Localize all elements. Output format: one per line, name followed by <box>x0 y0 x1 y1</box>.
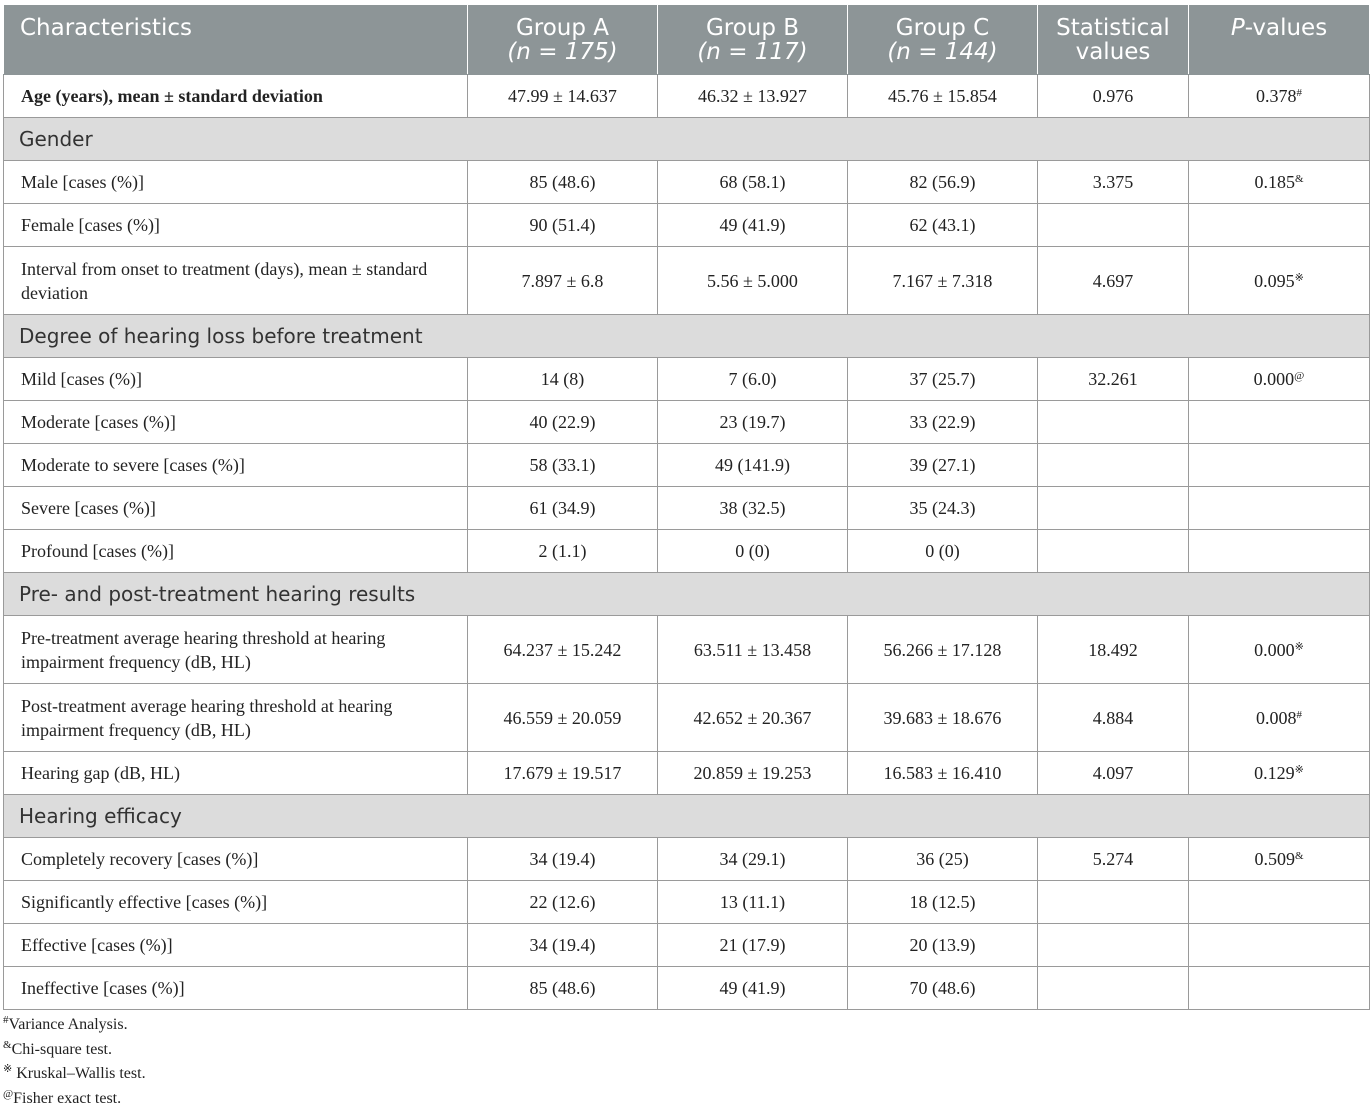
cell-statistical-value <box>1038 530 1189 573</box>
table-row <box>4 530 1370 573</box>
cell-p-value <box>1189 838 1370 881</box>
cell-p-value <box>1189 752 1370 795</box>
cell-statistical-value: 4.697 <box>1038 247 1189 315</box>
table-row <box>4 752 1370 795</box>
cell-statistical-value <box>1038 924 1189 967</box>
cell-p-value <box>1189 684 1370 752</box>
footnote-text: Fisher exact test. <box>13 1090 121 1107</box>
cell-statistical-value: 18.492 <box>1038 616 1189 684</box>
section-row <box>4 315 1370 358</box>
header-group-b <box>658 5 848 75</box>
p-value-footnote-mark: & <box>1295 850 1304 862</box>
cell-statistical-value: 3.375 <box>1038 161 1189 204</box>
row-label: Significantly effective [cases (%)] <box>4 881 468 924</box>
cell-group-c: 7.167 ± 7.318 <box>848 247 1038 315</box>
cell-statistical-value <box>1038 967 1189 1010</box>
footnote-text: Chi-square test. <box>12 1041 112 1058</box>
row-label: Severe [cases (%)] <box>4 487 468 530</box>
header-group-b-label: Group B <box>664 16 841 40</box>
p-value-footnote-mark: # <box>1297 709 1303 721</box>
cell-group-a: 85 (48.6) <box>468 967 658 1010</box>
cell-group-c: 62 (43.1) <box>848 204 1038 247</box>
cell-group-c: 35 (24.3) <box>848 487 1038 530</box>
table-row <box>4 401 1370 444</box>
cell-p-value <box>1189 401 1370 444</box>
cell-p-value <box>1189 358 1370 401</box>
cell-p-value <box>1189 530 1370 573</box>
header-p-values <box>1189 5 1370 75</box>
p-value-text: 0.185 <box>1254 172 1295 192</box>
cell-group-a: 14 (8) <box>468 358 658 401</box>
p-value-text: 0.378 <box>1256 86 1297 106</box>
cell-group-a: 2 (1.1) <box>468 530 658 573</box>
row-label: Profound [cases (%)] <box>4 530 468 573</box>
table-row <box>4 487 1370 530</box>
section-heading: Degree of hearing loss before treatment <box>4 315 1370 358</box>
cell-group-b: 13 (11.1) <box>658 881 848 924</box>
table-row <box>4 684 1370 752</box>
table-row <box>4 358 1370 401</box>
p-value-footnote-mark: @ <box>1294 370 1304 382</box>
cell-group-b: 42.652 ± 20.367 <box>658 684 848 752</box>
cell-group-c: 37 (25.7) <box>848 358 1038 401</box>
footnote-text: Variance Analysis. <box>9 1016 128 1033</box>
cell-group-c: 39 (27.1) <box>848 444 1038 487</box>
cell-group-c: 20 (13.9) <box>848 924 1038 967</box>
cell-group-c: 0 (0) <box>848 530 1038 573</box>
header-group-a-label: Group A <box>474 16 651 40</box>
p-value-text: 0.095 <box>1254 271 1295 291</box>
p-value-text: 0.008 <box>1256 708 1297 728</box>
table-row <box>4 616 1370 684</box>
cell-statistical-value <box>1038 487 1189 530</box>
table-row <box>4 444 1370 487</box>
cell-group-a: 17.679 ± 19.517 <box>468 752 658 795</box>
header-p-italic: P <box>1231 15 1245 41</box>
cell-group-a: 58 (33.1) <box>468 444 658 487</box>
cell-group-b: 68 (58.1) <box>658 161 848 204</box>
cell-group-b: 21 (17.9) <box>658 924 848 967</box>
row-label: Moderate [cases (%)] <box>4 401 468 444</box>
row-label: Completely recovery [cases (%)] <box>4 838 468 881</box>
footnote-mark: @ <box>3 1088 13 1100</box>
table-row <box>4 75 1370 118</box>
footnote-mark: # <box>3 1014 9 1026</box>
cell-group-b: 63.511 ± 13.458 <box>658 616 848 684</box>
section-row <box>4 795 1370 838</box>
row-label: Female [cases (%)] <box>4 204 468 247</box>
cell-group-a: 64.237 ± 15.242 <box>468 616 658 684</box>
p-value-text: 0.000 <box>1254 369 1295 389</box>
row-label: Post-treatment average hearing threshold at hearing impairment frequency (dB, HL) <box>4 684 468 752</box>
cell-group-c: 45.76 ± 15.854 <box>848 75 1038 118</box>
cell-group-b: 0 (0) <box>658 530 848 573</box>
characteristics-table <box>3 4 1370 1010</box>
cell-group-a: 34 (19.4) <box>468 924 658 967</box>
cell-group-a: 47.99 ± 14.637 <box>468 75 658 118</box>
cell-group-b: 7 (6.0) <box>658 358 848 401</box>
section-heading: Hearing efficacy <box>4 795 1370 838</box>
cell-p-value <box>1189 247 1370 315</box>
footnote <box>3 1087 146 1111</box>
section-heading: Pre- and post-treatment hearing results <box>4 573 1370 616</box>
footnotes <box>3 1013 146 1111</box>
cell-group-a: 46.559 ± 20.059 <box>468 684 658 752</box>
cell-group-c: 33 (22.9) <box>848 401 1038 444</box>
table-header <box>4 5 1370 75</box>
row-label: Ineffective [cases (%)] <box>4 967 468 1010</box>
table-row <box>4 247 1370 315</box>
table-row <box>4 924 1370 967</box>
cell-group-a: 7.897 ± 6.8 <box>468 247 658 315</box>
cell-group-c: 36 (25) <box>848 838 1038 881</box>
cell-group-c: 70 (48.6) <box>848 967 1038 1010</box>
cell-p-value <box>1189 616 1370 684</box>
footnote-text: Kruskal–Wallis test. <box>12 1065 145 1082</box>
cell-group-b: 5.56 ± 5.000 <box>658 247 848 315</box>
cell-group-b: 49 (141.9) <box>658 444 848 487</box>
row-label: Interval from onset to treatment (days), mean ± standard deviation <box>4 247 468 315</box>
footnote-mark: & <box>3 1039 12 1051</box>
cell-group-c: 16.583 ± 16.410 <box>848 752 1038 795</box>
footnote-mark: ※ <box>3 1063 12 1075</box>
footnote <box>3 1038 146 1063</box>
section-row <box>4 573 1370 616</box>
cell-group-a: 40 (22.9) <box>468 401 658 444</box>
cell-p-value <box>1189 161 1370 204</box>
section-heading: Gender <box>4 118 1370 161</box>
row-label: Male [cases (%)] <box>4 161 468 204</box>
cell-p-value <box>1189 204 1370 247</box>
cell-group-c: 18 (12.5) <box>848 881 1038 924</box>
cell-group-a: 90 (51.4) <box>468 204 658 247</box>
table-row <box>4 967 1370 1010</box>
p-value-footnote-mark: # <box>1297 87 1303 99</box>
cell-group-b: 20.859 ± 19.253 <box>658 752 848 795</box>
section-row <box>4 118 1370 161</box>
cell-group-c: 56.266 ± 17.128 <box>848 616 1038 684</box>
header-p-rest: -values <box>1245 15 1328 41</box>
cell-p-value <box>1189 75 1370 118</box>
cell-statistical-value: 4.884 <box>1038 684 1189 752</box>
table-body <box>4 75 1370 1010</box>
footnote <box>3 1062 146 1087</box>
cell-p-value <box>1189 444 1370 487</box>
cell-group-b: 49 (41.9) <box>658 967 848 1010</box>
p-value-text: 0.129 <box>1254 763 1295 783</box>
header-group-b-n: (n = 117) <box>664 40 841 64</box>
p-value-text: 0.000 <box>1254 640 1295 660</box>
row-label: Mild [cases (%)] <box>4 358 468 401</box>
cell-group-b: 46.32 ± 13.927 <box>658 75 848 118</box>
cell-statistical-value: 32.261 <box>1038 358 1189 401</box>
row-label: Effective [cases (%)] <box>4 924 468 967</box>
cell-statistical-value <box>1038 204 1189 247</box>
footnote <box>3 1013 146 1038</box>
header-group-a-n: (n = 175) <box>474 40 651 64</box>
cell-group-a: 85 (48.6) <box>468 161 658 204</box>
cell-p-value <box>1189 924 1370 967</box>
header-statistical-values <box>1038 5 1189 75</box>
row-label: Pre-treatment average hearing threshold at hearing impairment frequency (dB, HL) <box>4 616 468 684</box>
cell-group-a: 34 (19.4) <box>468 838 658 881</box>
cell-statistical-value <box>1038 444 1189 487</box>
cell-group-c: 82 (56.9) <box>848 161 1038 204</box>
cell-group-b: 49 (41.9) <box>658 204 848 247</box>
cell-statistical-value <box>1038 401 1189 444</box>
row-label: Age (years), mean ± standard deviation <box>4 75 468 118</box>
cell-statistical-value: 0.976 <box>1038 75 1189 118</box>
header-group-a <box>468 5 658 75</box>
table-row <box>4 204 1370 247</box>
header-group-c <box>848 5 1038 75</box>
row-label: Moderate to severe [cases (%)] <box>4 444 468 487</box>
header-statistical-values-label: Statistical values <box>1044 16 1182 64</box>
cell-group-b: 23 (19.7) <box>658 401 848 444</box>
p-value-footnote-mark: ※ <box>1295 764 1304 776</box>
cell-statistical-value <box>1038 881 1189 924</box>
table-row <box>4 881 1370 924</box>
cell-group-b: 38 (32.5) <box>658 487 848 530</box>
cell-group-c: 39.683 ± 18.676 <box>848 684 1038 752</box>
table-row <box>4 161 1370 204</box>
row-label: Hearing gap (dB, HL) <box>4 752 468 795</box>
p-value-footnote-mark: & <box>1295 173 1304 185</box>
cell-statistical-value: 5.274 <box>1038 838 1189 881</box>
cell-p-value <box>1189 967 1370 1010</box>
header-group-c-label: Group C <box>854 16 1031 40</box>
p-value-text: 0.509 <box>1254 849 1295 869</box>
cell-statistical-value: 4.097 <box>1038 752 1189 795</box>
header-characteristics: Characteristics <box>4 5 468 75</box>
cell-p-value <box>1189 881 1370 924</box>
p-value-footnote-mark: ※ <box>1295 641 1304 653</box>
cell-group-b: 34 (29.1) <box>658 838 848 881</box>
p-value-footnote-mark: ※ <box>1295 272 1304 284</box>
header-group-c-n: (n = 144) <box>854 40 1031 64</box>
cell-group-a: 61 (34.9) <box>468 487 658 530</box>
table-row <box>4 838 1370 881</box>
cell-p-value <box>1189 487 1370 530</box>
cell-group-a: 22 (12.6) <box>468 881 658 924</box>
